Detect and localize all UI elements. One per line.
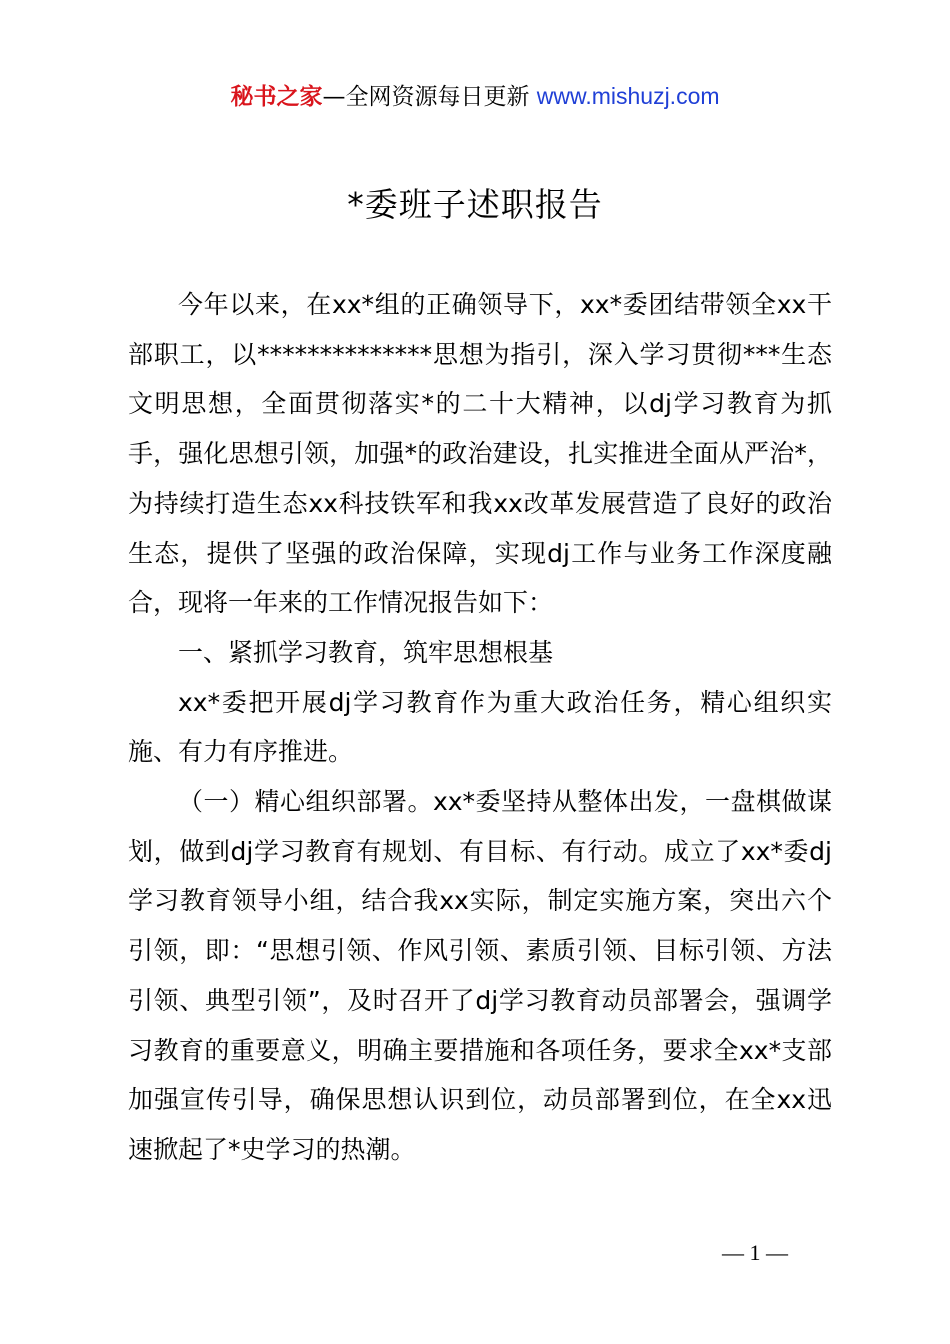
site-tagline: —全网资源每日更新 [322, 84, 537, 110]
paragraph-intro: 今年以来，在xx*组的正确领导下，xx*委团结带领全xx干部职工，以**************思想为指引，深入学习贯彻***生态文明思想，全面贯彻落实*的二十大精神，以dj学习教育为抓手，强化思想引领，加强*的政治建设，扎实推进全面从严治*，为持续打造生态xx科技铁军和我xx改革发展营造了良好的政治生态，提供了坚强的政治保障，实现dj工作与业务工作深度融合，现将一年来的工作情况报告如下： [128, 290, 832, 618]
paragraph-section-1-summary: xx*委把开展dj学习教育作为重大政治任务，精心组织实施、有力有序推进。 [128, 687, 832, 767]
document-title: *委班子述职报告 [347, 185, 603, 224]
site-brand: 秘书之家 [230, 84, 323, 110]
page-number: — 1 — [722, 1240, 788, 1265]
site-url-link[interactable]: www.mishuzj.com [536, 83, 720, 109]
section-heading-1: 一、紧抓学习教育，筑牢思想根基 [178, 637, 554, 667]
paragraph-subsection-1: （一）精心组织部署。xx*委坚持从整体出发，一盘棋做谋划，做到dj学习教育有规划、有目标、有行动。成立了xx*委dj学习教育领导小组，结合我xx实际，制定实施方案，突出六个引领，即：“思想引领、作风引领、素质引领、目标引领、方法引领、典型引领”，及时召开了dj学习教育动员部署会，强调学习教育的重要意义，明确主要措施和各项任务，要求全xx*支部加强宣传引导，确保思想认识到位，动员部署到位，在全xx迅速掀起了*史学习的热潮。 [128, 787, 832, 1164]
document-body [128, 280, 832, 1175]
site-header [0, 80, 950, 113]
